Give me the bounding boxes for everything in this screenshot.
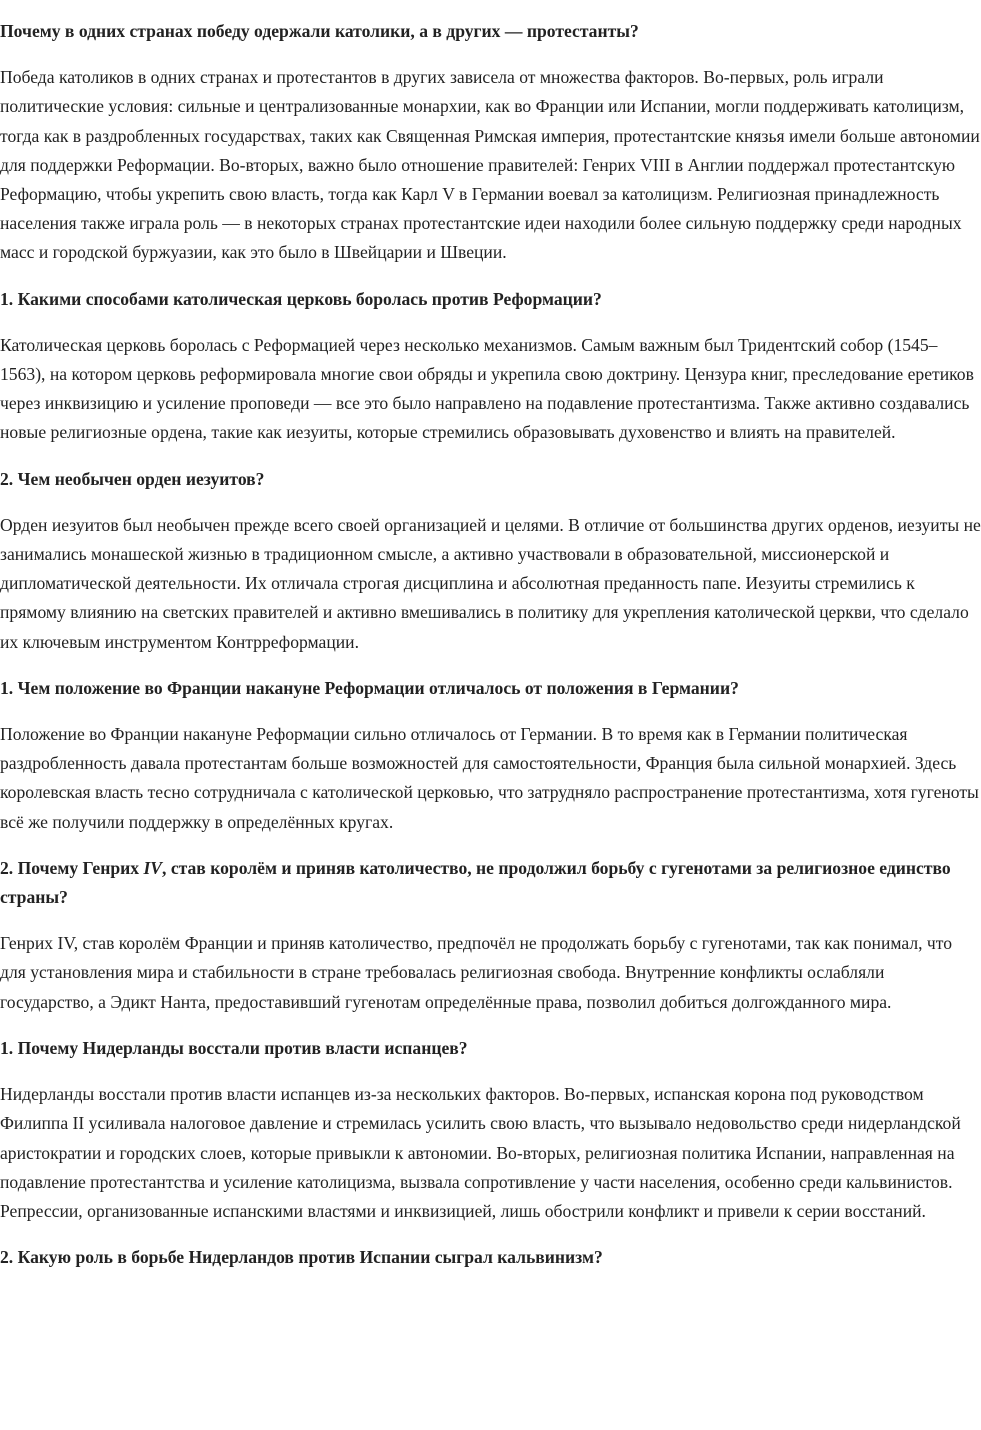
- section-heading: [0, 854, 981, 912]
- section-heading: 1. Какими способами католическая церковь боролась против Реформации?: [0, 288, 602, 309]
- section-heading: 2. Чем необычен орден иезуитов?: [0, 468, 265, 489]
- section-heading: 1. Чем положение во Франции накануне Реформации отличалось от положения в Германии?: [0, 677, 739, 698]
- heading-roman-numeral: IV: [143, 857, 163, 878]
- section-text: Католическая церковь боролась с Реформацией через несколько механизмов. Самым важным был Тридентский собор (1545–1563), на котором церковь реформировала многие свои обряды и укрепила свою доктрину. Цензура книг, преследование еретиков через инквизицию и усиление проповеди — все это было направлено на подавление протестантизма. Также активно создавались новые религиозные ордена, такие как иезуиты, которые стремились образовывать духовенство и влиять на правителей.: [0, 334, 974, 443]
- section-heading: 1. Почему Нидерланды восстали против власти испанцев?: [0, 1037, 468, 1058]
- section-text: Нидерланды восстали против власти испанцев из-за нескольких факторов. Во-первых, испанская корона под руководством Филиппа II усиливала налоговое давление и стремилась усилить свою власть, что вызывало недовольство среди нидерландской аристократии и городских слоев, которые привыкли к автономии. Во-вторых, религиозная политика Испании, направленная на подавление протестантства и усиление католицизма, вызвала сопротивление у части населения, особенно среди кальвинистов. Репрессии, организованные испанскими властями и инквизицией, лишь обострили конфликт и привели к серии восстаний.: [0, 1084, 961, 1221]
- section-text: Орден иезуитов был необычен прежде всего своей организацией и целями. В отличие от большинства других орденов, иезуиты не занимались монашеской жизнью в традиционном смысле, а активно участвовали в образовательной, миссионерской и дипломатической деятельности. Их отличала строгая дисциплина и абсолютная преданность папе. Иезуиты стремились к прямому влиянию на светских правителей и активно вмешивались в политику для укрепления католической церкви, что сделало их ключевым инструментом Контрреформации.: [0, 514, 981, 652]
- section-heading: 2. Какую роль в борьбе Нидерландов против Испании сыграл кальвинизм?: [0, 1247, 603, 1268]
- section-heading: Почему в одних странах победу одержали католики, а в других — протестанты?: [0, 21, 639, 41]
- heading-part: 2. Почему Генрих: [0, 857, 144, 878]
- section-text: Положение во Франции накануне Реформации сильно отличалось от Германии. В то время как в Германии политическая раздробленность давала протестантам больше возможностей для самостоятельности, Франция была сильной монархией. Здесь королевская власть тесно сотрудничала с католической церковью, что затрудняло распространение протестантизма, хотя гугеноты всё же получили поддержку в определённых кругах.: [0, 724, 979, 832]
- section-text: Генрих IV, став королём Франции и приняв католичество, предпочёл не продолжать борьбу с гугенотами, так как понимал, что для установления мира и стабильности в стране требовалась религиозная свобода. Внутренние конфликты ослабляли государство, а Эдикт Нанта, предоставивший гугенотам определённые права, позволил добиться долгожданного мира.: [0, 933, 953, 1012]
- section-text: Победа католиков в одних странах и протестантов в других зависела от множества факторов. Во-первых, роль играли политические условия: сильные и централизованные монархии, как во Франции или Испании, могли поддерживать католицизм, тогда как в раздробленных государствах, таких как Священная Римская империя, протестантские князья имели больше автономии для поддержки Реформации. Во-вторых, важно было отношение правителей: Генрих VIII в Англии поддержал протестантскую Реформацию, чтобы укрепить свою власть, тогда как Карл V в Германии воевал за католицизм. Религиозная принадлежность населения также играла роль — в некоторых странах протестантские идеи находили более сильную поддержку среди народных масс и городской буржуазии, как это было в Швейцарии и Швеции.: [0, 67, 980, 263]
- heading-part: , став королём и приняв католичество, не продолжил борьбу с гугенотами за религиозное единство страны?: [0, 857, 951, 908]
